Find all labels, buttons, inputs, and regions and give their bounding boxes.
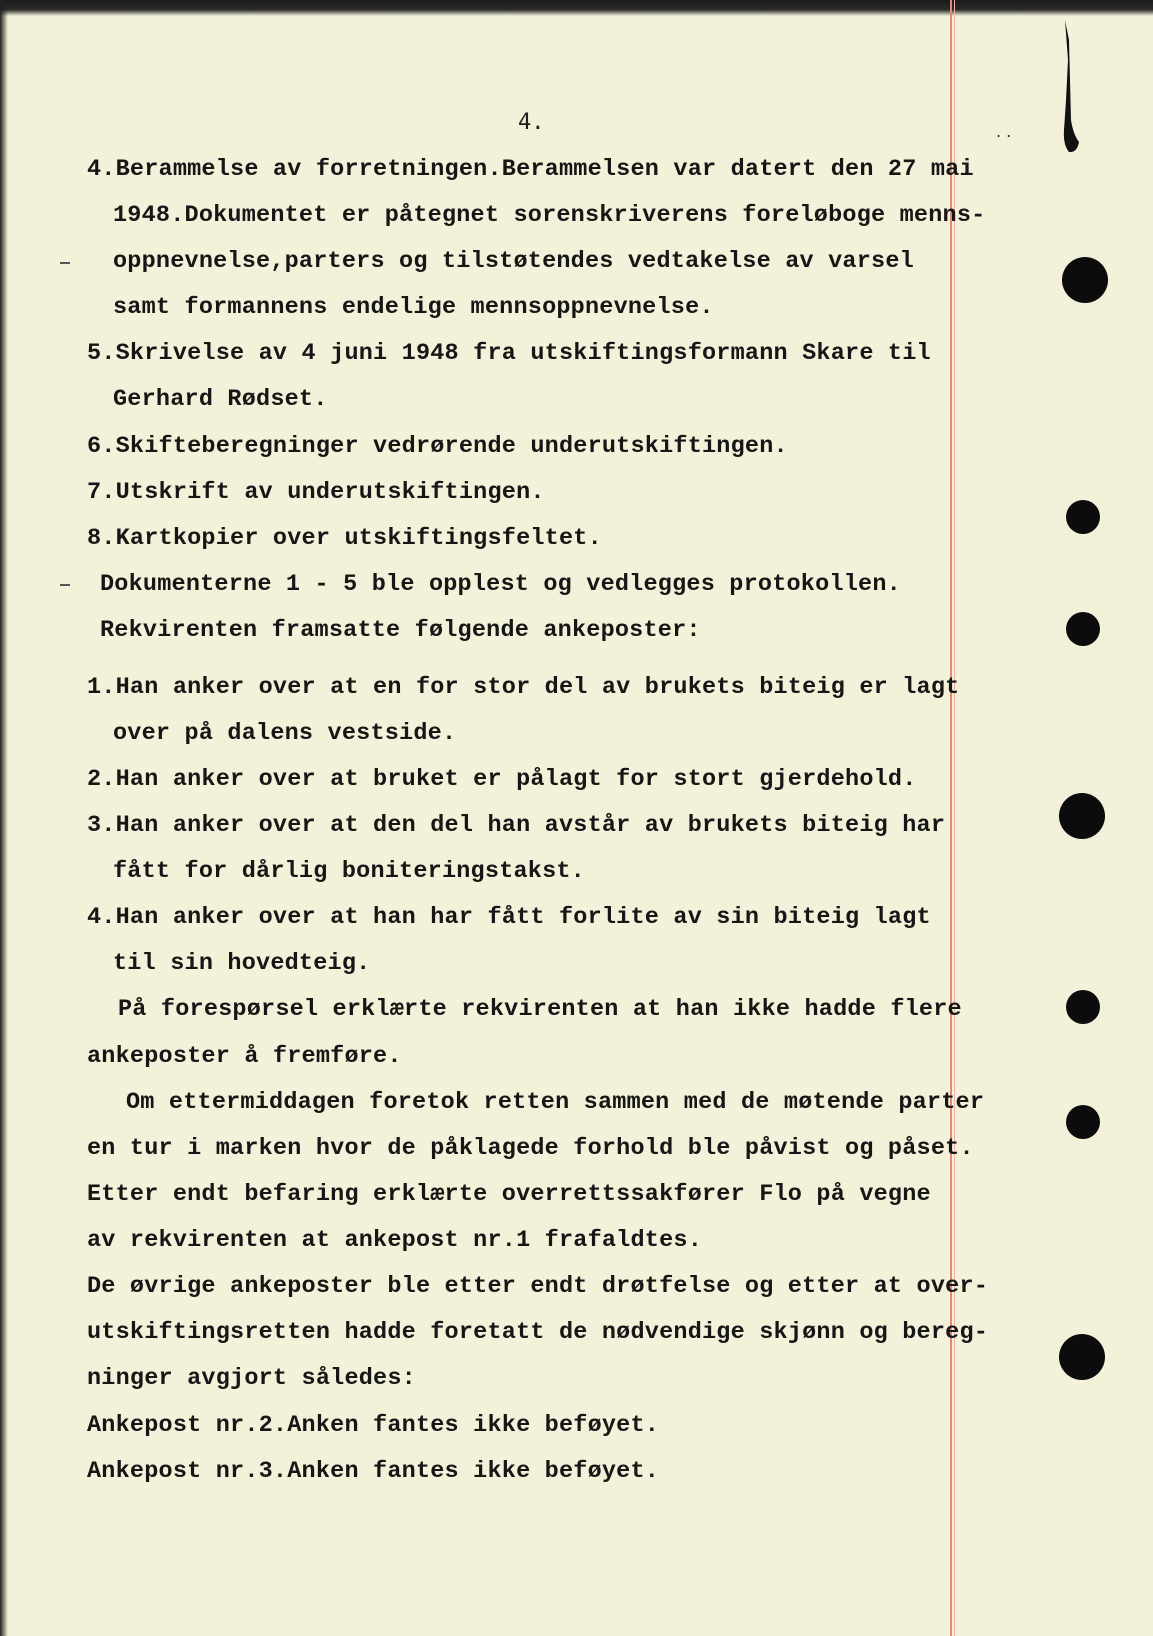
text-line: 6.Skifteberegninger vedrørende underutskiftingen.: [87, 433, 788, 460]
page-number: 4.: [518, 110, 545, 135]
text-line: Dokumenterne 1 - 5 ble opplest og vedlegges protokollen.: [100, 571, 901, 598]
text-line: ninger avgjort således:: [87, 1365, 416, 1392]
punch-hole: [1062, 257, 1108, 303]
text-line: samt formannens endelige mennsoppnevnelse.: [113, 294, 714, 321]
stray-dots: . .: [996, 122, 1012, 141]
text-line: oppnevnelse,parters og tilstøtendes vedtakelse av varsel: [113, 248, 914, 275]
text-line: 3.Han anker over at den del han avstår av brukets biteig har: [87, 812, 946, 839]
text-line: På forespørsel erklærte rekvirenten at han ikke hadde flere: [118, 996, 962, 1023]
text-line: 8.Kartkopier over utskiftingsfeltet.: [87, 525, 602, 552]
text-line: Gerhard Rødset.: [113, 386, 328, 413]
text-line: 4.Han anker over at han har fått forlite av sin biteig lagt: [87, 904, 931, 931]
text-line: 2.Han anker over at bruket er pålagt for stort gjerdehold.: [87, 766, 917, 793]
text-line: Ankepost nr.3.Anken fantes ikke beføyet.: [87, 1458, 660, 1485]
margin-dash: [60, 262, 70, 264]
punch-hole: [1059, 793, 1105, 839]
text-line: av rekvirenten at ankepost nr.1 frafaldtes.: [87, 1227, 702, 1254]
scan-edge-top: [0, 0, 1153, 16]
scan-edge-left: [0, 0, 8, 1636]
margin-dash: [60, 584, 70, 586]
text-line: ankeposter å fremføre.: [87, 1043, 402, 1070]
text-line: en tur i marken hvor de påklagede forhold ble påvist og påset.: [87, 1135, 974, 1162]
text-line: Rekvirenten framsatte følgende ankeposter:: [100, 617, 701, 644]
punch-hole: [1066, 612, 1100, 646]
margin-rule: [950, 0, 952, 1636]
text-line: 7.Utskrift av underutskiftingen.: [87, 479, 545, 506]
text-line: Ankepost nr.2.Anken fantes ikke beføyet.: [87, 1412, 660, 1439]
text-line: 1.Han anker over at en for stor del av brukets biteig er lagt: [87, 674, 960, 701]
text-line: Om ettermiddagen foretok retten sammen med de møtende parter: [126, 1089, 985, 1116]
punch-hole: [1059, 1334, 1105, 1380]
text-line: Etter endt befaring erklærte overrettssakfører Flo på vegne: [87, 1181, 931, 1208]
text-line: De øvrige ankeposter ble etter endt drøtfelse og etter at over-: [87, 1273, 989, 1300]
corner-ink-mark: [1055, 20, 1081, 155]
text-line: over på dalens vestside.: [113, 720, 457, 747]
punch-hole: [1066, 1105, 1100, 1139]
text-line: utskiftingsretten hadde foretatt de nødvendige skjønn og bereg-: [87, 1319, 989, 1346]
text-line: 1948.Dokumentet er påtegnet sorenskriverens foreløboge menns-: [113, 202, 986, 229]
margin-rule-faint: [954, 0, 955, 1636]
text-line: til sin hovedteig.: [113, 950, 371, 977]
punch-hole: [1066, 990, 1100, 1024]
text-line: 4.Berammelse av forretningen.Berammelsen var datert den 27 mai: [87, 156, 974, 183]
punch-hole: [1066, 500, 1100, 534]
text-line: fått for dårlig boniteringstakst.: [113, 858, 585, 885]
text-line: 5.Skrivelse av 4 juni 1948 fra utskiftingsformann Skare til: [87, 340, 931, 367]
